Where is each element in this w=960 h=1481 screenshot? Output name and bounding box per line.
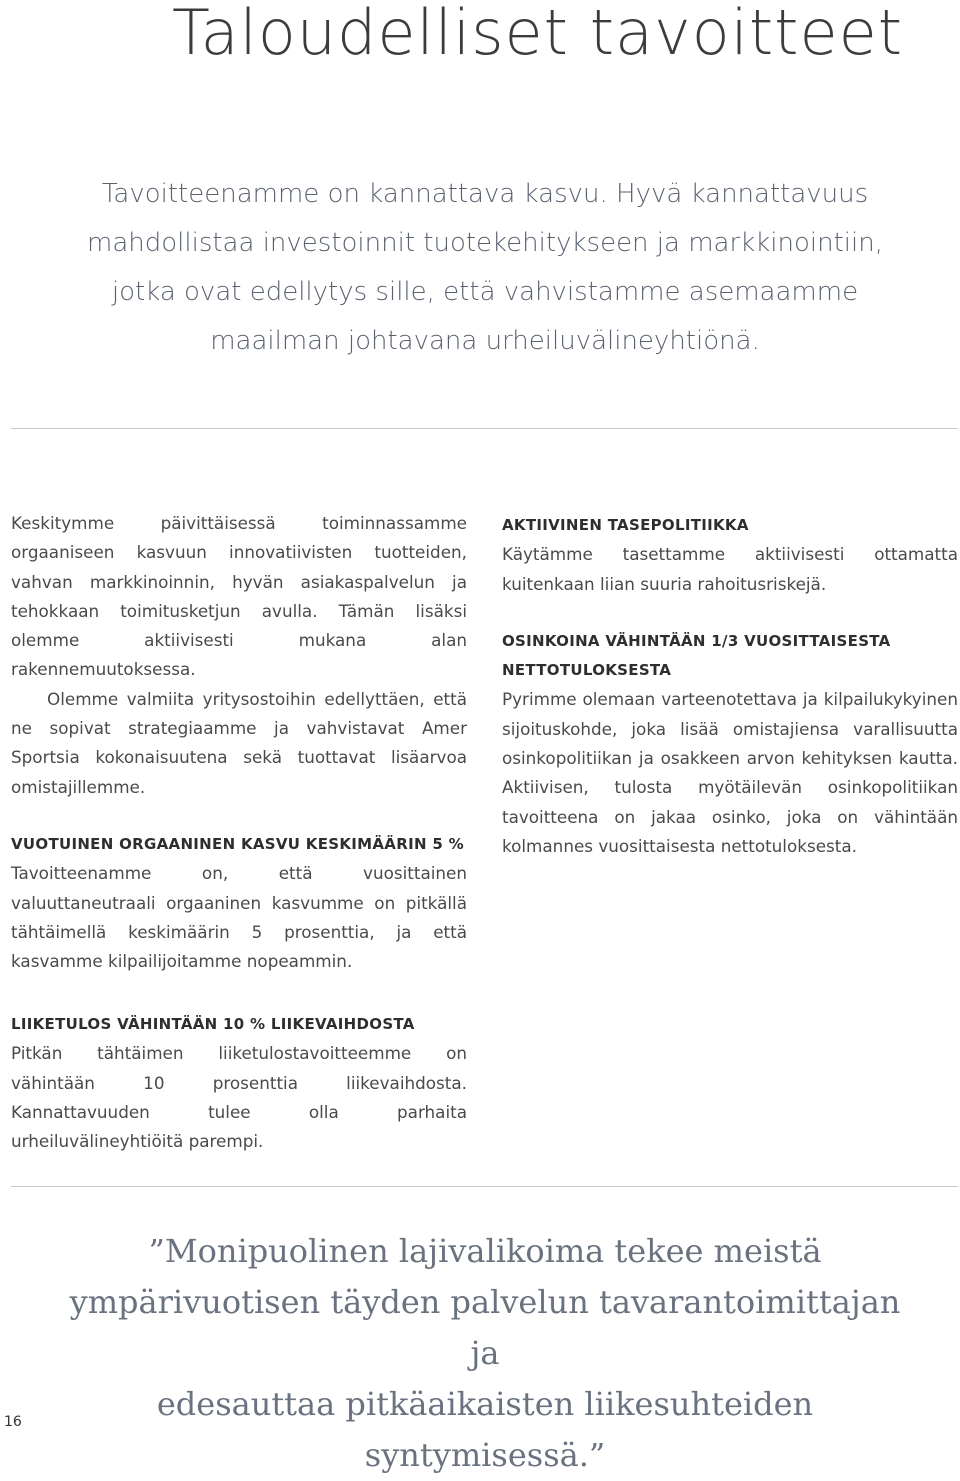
dividend-heading-line-2: NETTOTULOKSESTA [502, 661, 672, 680]
bottom-divider [11, 1186, 958, 1187]
quote-line: ympärivuotisen täyden palvelun tavarantoimittajan ja [69, 1283, 901, 1372]
top-divider [11, 428, 958, 429]
quote-line: ”Monipuolinen lajivalikoima tekee meistä [148, 1232, 822, 1270]
ebit-heading: LIIKETULOS VÄHINTÄÄN 10 % LIIKEVAIHDOSTA [11, 1015, 415, 1033]
lead-line: jotka ovat edellytys sille, että vahvistamme asemaamme [111, 277, 859, 307]
dividend-heading-line-1: OSINKOINA VÄHINTÄÄN 1/3 VUOSITTAISESTA [502, 631, 891, 650]
right-column [502, 511, 958, 861]
lead-line: maailman johtavana urheiluvälineyhtiönä. [210, 326, 760, 356]
page-title: Taloudelliset tavoitteet [172, 0, 904, 69]
pull-quote [60, 1226, 910, 1481]
lead-line: mahdollistaa investoinnit tuotekehitykseen ja markkinointiin, [87, 228, 883, 258]
dividend-policy-text: Pyrimme olemaan varteenotettava ja kilpailukykyinen sijoituskohde, joka lisää omistajiensa varallisuutta osinkopolitiikan ja osakkeen arvon kehityksen kautta. Aktiivisen, tulosta myötäilevän osinkopolitiikan tavoitteena on jakaa osinko, joka on vähintään kolmannes vuosittaisesta nettotuloksesta. [502, 689, 958, 856]
ebit-text: Pitkän tähtäimen liiketulostavoitteemme on vähintään 10 prosenttia liikevaihdosta. Kannattavuuden tulee olla parhaita urheiluvälineyhtiöitä parempi. [11, 1043, 467, 1152]
intro-paragraph: Keskitymme päivittäisessä toiminnassamme orgaaniseen kasvuun innovatiivisten tuotteiden, vahvan markkinoinnin, hyvän asiakaspalvelun ja tehokkaan toimitusketjun avulla. Tämän lisäksi olemme aktiivisesti mukana alan rakennemuutoksessa. [11, 513, 467, 680]
quote-line: edesauttaa pitkäaikaisten liikesuhteiden syntymisessä.” [156, 1385, 814, 1474]
lead-line: Tavoitteenamme on kannattava kasvu. Hyvä kannattavuus [101, 179, 869, 209]
left-column [11, 509, 467, 976]
acquisitions-paragraph: Olemme valmiita yritysostoihin edellyttäen, että ne sopivat strategiaamme ja vahvistavat Amer Sportsia kokonaisuutena sekä tuottavat lisäarvoa omistajillemme. [11, 688, 467, 797]
ebit-section [11, 1010, 467, 1156]
lead-paragraph [60, 170, 910, 366]
organic-growth-heading: VUOTUINEN ORGAANINEN KASVU KESKIMÄÄRIN 5 % [11, 834, 464, 853]
balance-policy-heading: AKTIIVINEN TASEPOLITIIKKA [502, 516, 749, 534]
balance-policy-text: Käytämme tasettamme aktiivisesti ottamatta kuitenkaan liian suuria rahoitusriskejä. [502, 544, 958, 594]
page-number: 16 [4, 1414, 22, 1430]
organic-growth-text: Tavoitteenamme on, että vuosittainen valuuttaneutraali orgaaninen kasvumme on pitkällä tähtäimellä keskimäärin 5 prosenttia, ja että kasvamme kilpailijoitamme nopeammin. [11, 863, 467, 972]
